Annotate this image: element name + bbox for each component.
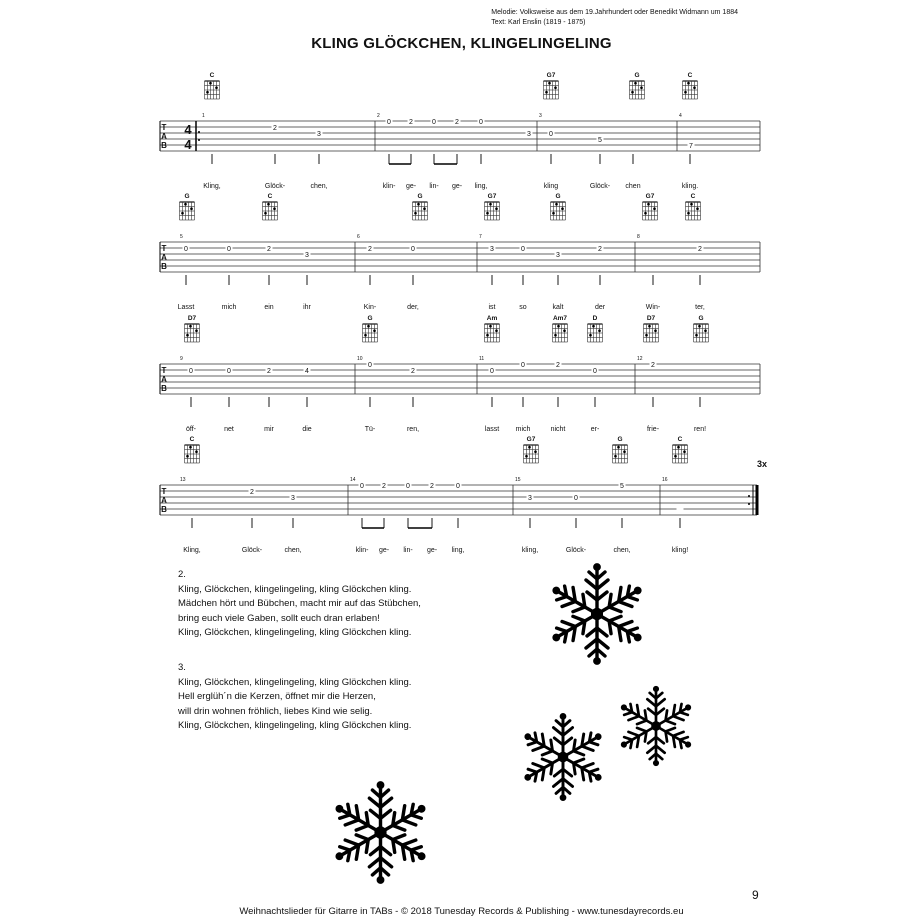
time-signature: 4 bbox=[184, 122, 192, 137]
lyric-syllable: chen, bbox=[613, 547, 631, 554]
repeat-dot bbox=[748, 495, 750, 497]
tab-number: 0 bbox=[490, 368, 494, 375]
repeat-dot bbox=[748, 503, 750, 505]
verse-3 bbox=[178, 661, 411, 734]
chord-diagram bbox=[185, 436, 200, 463]
tab-system bbox=[160, 436, 767, 554]
chord-diagram bbox=[630, 72, 645, 99]
chord-name: Am7 bbox=[552, 315, 568, 322]
lyric-syllable: mich bbox=[515, 426, 531, 433]
chord-diagram bbox=[413, 193, 428, 220]
lyric-syllable: kling bbox=[543, 183, 559, 190]
lyric-syllable: chen, bbox=[284, 547, 302, 554]
lyric-syllable: Kling, bbox=[183, 547, 201, 554]
finger-dot bbox=[215, 86, 218, 89]
lyric-syllable: öff- bbox=[186, 426, 196, 433]
finger-dot bbox=[373, 329, 376, 332]
chord-diagram bbox=[180, 193, 195, 220]
lyric-syllable: ge- bbox=[405, 183, 417, 190]
melody-credit: Melodie: Volksweise aus dem 19.Jahrhundert oder Benedikt Widmann um 1884 bbox=[491, 9, 738, 16]
lyric-syllable: Glöck- bbox=[565, 547, 587, 554]
tab-number: 2 bbox=[267, 246, 271, 253]
finger-dot bbox=[552, 212, 555, 215]
finger-dot bbox=[589, 334, 592, 337]
chord-name: C bbox=[209, 72, 215, 79]
tab-number: 3 bbox=[291, 495, 295, 502]
page-number: 9 bbox=[752, 888, 759, 902]
finger-dot bbox=[554, 86, 557, 89]
tab-number: 3 bbox=[556, 252, 560, 259]
tab-number: 3 bbox=[528, 495, 532, 502]
chord-diagram bbox=[485, 193, 500, 220]
tab-number: 2 bbox=[409, 119, 413, 126]
finger-dot bbox=[181, 212, 184, 215]
tab-clef: B bbox=[161, 505, 167, 514]
tab-number: 2 bbox=[411, 368, 415, 375]
measure-number: 9 bbox=[180, 356, 183, 362]
tab-number: 2 bbox=[368, 246, 372, 253]
measure-number: 3 bbox=[539, 113, 542, 119]
chord-name: G bbox=[617, 436, 623, 443]
finger-dot bbox=[486, 334, 489, 337]
verse-line: Mädchen hört und Bübchen, macht mir auf das Stübchen, bbox=[178, 598, 421, 609]
chord-diagram bbox=[551, 193, 566, 220]
verse-line: Kling, Glöckchen, klingelingeling, kling Glöckchen kling. bbox=[178, 583, 412, 595]
verse-line: will drin wohnen fröhlich, liebes Kind wie selig. bbox=[178, 705, 373, 717]
finger-dot bbox=[653, 207, 656, 210]
lyric-syllable: ge- bbox=[378, 547, 390, 554]
tab-number: 2 bbox=[698, 246, 702, 253]
snowflake-icon bbox=[615, 685, 697, 767]
finger-dot bbox=[554, 334, 557, 337]
tab-number: 5 bbox=[598, 137, 602, 144]
verse-2 bbox=[178, 568, 421, 641]
tab-system bbox=[160, 315, 760, 433]
chord-diagram bbox=[205, 72, 220, 99]
chord-name: Am bbox=[486, 315, 498, 322]
chord-name: G bbox=[184, 193, 190, 200]
verse-line: Hell erglüh´n die Kerzen, öffnet mir die Herzen, bbox=[178, 691, 376, 702]
chord-name: G7 bbox=[487, 193, 497, 200]
tab-number: 7 bbox=[689, 143, 693, 150]
tab-clef: B bbox=[161, 141, 167, 150]
measure-number: 15 bbox=[515, 477, 521, 483]
verse-number: 3. bbox=[178, 662, 186, 673]
tab-number: 2 bbox=[598, 246, 602, 253]
finger-dot bbox=[561, 207, 564, 210]
verse-line: Kling, Glöckchen, klingelingeling, kling Glöckchen kling. bbox=[178, 676, 412, 688]
chord-diagram bbox=[485, 315, 500, 342]
repeat-dot bbox=[198, 139, 200, 141]
finger-dot bbox=[414, 212, 417, 215]
chord-diagram bbox=[686, 193, 701, 220]
finger-dot bbox=[186, 455, 189, 458]
tab-number: 2 bbox=[250, 489, 254, 496]
chord-name: G7 bbox=[546, 72, 556, 79]
finger-dot bbox=[598, 329, 601, 332]
tab-system bbox=[160, 72, 760, 190]
finger-dot bbox=[563, 329, 566, 332]
tab-number: 0 bbox=[574, 495, 578, 502]
verse-number: 2. bbox=[178, 569, 186, 580]
tab-system bbox=[160, 193, 760, 311]
finger-dot bbox=[195, 450, 198, 453]
finger-dot bbox=[631, 91, 634, 94]
lyric-syllable: ge- bbox=[451, 183, 463, 190]
lyric-syllable: Glöck- bbox=[241, 547, 263, 554]
tab-number: 3 bbox=[527, 131, 531, 138]
lyric-syllable: ling, bbox=[451, 547, 465, 554]
tab-clef: T bbox=[161, 123, 167, 132]
lyric-syllable: Lasst bbox=[177, 304, 195, 311]
tab-number: 2 bbox=[556, 362, 560, 369]
chord-diagram bbox=[694, 315, 709, 342]
lyric-syllable: Tü- bbox=[364, 426, 376, 433]
tab-number: 3 bbox=[490, 246, 494, 253]
tab-number: 0 bbox=[387, 119, 391, 126]
finger-dot bbox=[364, 334, 367, 337]
tab-number: 3 bbox=[317, 131, 321, 138]
finger-dot bbox=[695, 334, 698, 337]
lyric-syllable: der, bbox=[407, 304, 419, 311]
lyric-syllable: ihr bbox=[303, 304, 311, 311]
verse-line: Kling, Glöckchen, klingelingeling, kling Glöckchen kling. bbox=[178, 720, 412, 731]
finger-dot bbox=[367, 325, 370, 328]
tab-number: 0 bbox=[456, 483, 460, 490]
lyric-syllable: Win- bbox=[645, 304, 661, 311]
lyric-syllable: kling! bbox=[671, 547, 689, 554]
measure-number: 4 bbox=[679, 113, 682, 119]
tab-clef: T bbox=[161, 487, 167, 496]
lyric-syllable: chen bbox=[625, 183, 641, 190]
finger-dot bbox=[525, 455, 528, 458]
tab-clef: A bbox=[161, 253, 167, 262]
snowflake-icon bbox=[518, 712, 608, 802]
finger-dot bbox=[645, 334, 648, 337]
tab-clef: A bbox=[161, 132, 167, 141]
chord-diagram bbox=[673, 436, 688, 463]
tab-number: 0 bbox=[593, 368, 597, 375]
chord-name: G bbox=[634, 72, 640, 79]
tab-clef: B bbox=[161, 262, 167, 271]
measure-number: 8 bbox=[637, 234, 640, 240]
finger-dot bbox=[617, 446, 620, 449]
finger-dot bbox=[186, 334, 189, 337]
tab-number: 0 bbox=[521, 362, 525, 369]
finger-dot bbox=[614, 455, 617, 458]
finger-dot bbox=[189, 325, 192, 328]
tab-clef: T bbox=[161, 244, 167, 253]
finger-dot bbox=[195, 329, 198, 332]
finger-dot bbox=[548, 82, 551, 85]
lyric-syllable: Kin- bbox=[363, 304, 377, 311]
lyric-syllable: er- bbox=[590, 426, 600, 433]
finger-dot bbox=[557, 325, 560, 328]
finger-dot bbox=[683, 450, 686, 453]
lyric-syllable: ren, bbox=[406, 426, 420, 433]
finger-dot bbox=[495, 329, 498, 332]
finger-dot bbox=[555, 203, 558, 206]
chord-name: G bbox=[367, 315, 373, 322]
finger-dot bbox=[489, 325, 492, 328]
finger-dot bbox=[623, 450, 626, 453]
finger-dot bbox=[634, 82, 637, 85]
chord-name: G bbox=[698, 315, 704, 322]
lyric-syllable: net bbox=[224, 426, 234, 433]
finger-dot bbox=[644, 212, 647, 215]
lyric-syllable: ren! bbox=[693, 426, 707, 433]
lyric-syllable: ist bbox=[488, 304, 496, 311]
finger-dot bbox=[273, 207, 276, 210]
finger-dot bbox=[640, 86, 643, 89]
tab-clef: B bbox=[161, 384, 167, 393]
tab-clef: A bbox=[161, 375, 167, 384]
tab-number: 0 bbox=[227, 368, 231, 375]
lyric-syllable: nicht bbox=[550, 426, 566, 433]
lyric-syllable: so bbox=[519, 304, 527, 311]
finger-dot bbox=[209, 82, 212, 85]
chord-name: C bbox=[687, 72, 693, 79]
lyric-syllable: Glöck- bbox=[589, 183, 611, 190]
tab-number-bg bbox=[677, 506, 684, 513]
lyric-syllable: chen, bbox=[310, 183, 328, 190]
chord-diagram bbox=[185, 315, 200, 342]
tab-number: 5 bbox=[620, 483, 624, 490]
chord-name: C bbox=[267, 193, 273, 200]
chord-diagram bbox=[263, 193, 278, 220]
finger-dot bbox=[495, 207, 498, 210]
tab-number: 2 bbox=[455, 119, 459, 126]
measure-number: 6 bbox=[357, 234, 360, 240]
lyric-syllable: Kling, bbox=[203, 183, 221, 190]
snowflake-icon bbox=[545, 562, 649, 666]
chord-name: G bbox=[555, 193, 561, 200]
song-title: KLING GLÖCKCHEN, KLINGELINGELING bbox=[311, 35, 612, 52]
lyric-syllable: kling, bbox=[521, 547, 539, 554]
tab-number: 2 bbox=[382, 483, 386, 490]
chord-name: C bbox=[189, 436, 195, 443]
chord-diagram bbox=[553, 315, 568, 342]
measure-number: 12 bbox=[637, 356, 643, 362]
finger-dot bbox=[190, 207, 193, 210]
chord-name: G7 bbox=[526, 436, 536, 443]
lyric-syllable: ter, bbox=[695, 304, 705, 311]
tab-number: 2 bbox=[430, 483, 434, 490]
measure-number: 1 bbox=[202, 113, 205, 119]
lyric-syllable: frie- bbox=[646, 426, 660, 433]
finger-dot bbox=[528, 446, 531, 449]
finger-dot bbox=[687, 212, 690, 215]
tab-clef: A bbox=[161, 496, 167, 505]
finger-dot bbox=[687, 82, 690, 85]
tab-number: 0 bbox=[184, 246, 188, 253]
finger-dot bbox=[647, 203, 650, 206]
finger-dot bbox=[545, 91, 548, 94]
chord-name: G7 bbox=[645, 193, 655, 200]
tab-number: 0 bbox=[411, 246, 415, 253]
tab-number: 0 bbox=[406, 483, 410, 490]
measure-number: 5 bbox=[180, 234, 183, 240]
time-signature: 4 bbox=[184, 137, 192, 152]
finger-dot bbox=[674, 455, 677, 458]
measure-number: 11 bbox=[479, 356, 485, 362]
tab-clef: T bbox=[161, 366, 167, 375]
tab-number: 2 bbox=[651, 362, 655, 369]
chord-diagram bbox=[613, 436, 628, 463]
tab-number: 0 bbox=[479, 119, 483, 126]
lyric-syllable: kling. bbox=[681, 183, 699, 190]
lyric-syllable: lin- bbox=[403, 547, 413, 554]
measure-number: 16 bbox=[662, 477, 668, 483]
lyric-syllable: kalt bbox=[552, 304, 564, 311]
finger-dot bbox=[489, 203, 492, 206]
finger-dot bbox=[698, 325, 701, 328]
repeat-dot bbox=[198, 131, 200, 133]
chord-name: D7 bbox=[187, 315, 197, 322]
lyric-syllable: ling, bbox=[474, 183, 488, 190]
lyric-syllable: mich bbox=[221, 304, 237, 311]
repeat-count: 3x bbox=[756, 459, 768, 469]
verse-line: Kling, Glöckchen, klingelingeling, kling Glöckchen kling. bbox=[178, 627, 412, 638]
finger-dot bbox=[648, 325, 651, 328]
lyric-syllable: klin- bbox=[382, 183, 396, 190]
snowflake-icon bbox=[328, 780, 433, 885]
chord-diagram bbox=[363, 315, 378, 342]
chord-diagram bbox=[588, 315, 603, 342]
chord-name: D7 bbox=[646, 315, 656, 322]
lyric-syllable: mir bbox=[264, 426, 274, 433]
chord-diagram bbox=[643, 193, 658, 220]
lyric-syllable: lin- bbox=[429, 183, 439, 190]
lyric-syllable: lasst bbox=[484, 426, 500, 433]
finger-dot bbox=[264, 212, 267, 215]
lyric-syllable: die bbox=[302, 426, 312, 433]
tab-number: 0 bbox=[189, 368, 193, 375]
page-footer: Weihnachtslieder für Gitarre in TABs - © 2018 Tunesday Records & Publishing - www.tunesdayrecords.eu bbox=[239, 906, 684, 917]
measure-number: 7 bbox=[479, 234, 482, 240]
tab-number: 0 bbox=[432, 119, 436, 126]
tab-number: 0 bbox=[521, 246, 525, 253]
finger-dot bbox=[534, 450, 537, 453]
lyric-syllable: ein bbox=[264, 304, 274, 311]
finger-dot bbox=[189, 446, 192, 449]
finger-dot bbox=[654, 329, 657, 332]
finger-dot bbox=[684, 91, 687, 94]
lyrics-credit: Text: Karl Enslin (1819 - 1875) bbox=[491, 19, 586, 26]
measure-number: 14 bbox=[350, 477, 356, 483]
measure-number: 13 bbox=[180, 477, 186, 483]
chord-name: D bbox=[592, 315, 598, 322]
tab-number: 0 bbox=[549, 131, 553, 138]
tab-number: 4 bbox=[305, 368, 309, 375]
finger-dot bbox=[696, 207, 699, 210]
measure-number: 10 bbox=[357, 356, 363, 362]
finger-dot bbox=[184, 203, 187, 206]
verse-line: bring euch viele Gaben, sollt euch dran erlaben! bbox=[178, 612, 380, 624]
tab-number: 2 bbox=[267, 368, 271, 375]
finger-dot bbox=[206, 91, 209, 94]
chord-diagram bbox=[544, 72, 559, 99]
chord-name: C bbox=[690, 193, 696, 200]
chord-name: G bbox=[417, 193, 423, 200]
chord-diagram bbox=[524, 436, 539, 463]
finger-dot bbox=[486, 212, 489, 215]
chord-diagram bbox=[644, 315, 659, 342]
finger-dot bbox=[677, 446, 680, 449]
lyric-syllable: Glöck- bbox=[264, 183, 286, 190]
finger-dot bbox=[417, 203, 420, 206]
lyric-syllable: klin- bbox=[355, 547, 369, 554]
tab-number: 2 bbox=[273, 125, 277, 132]
chord-diagram bbox=[683, 72, 698, 99]
lyric-syllable: der bbox=[594, 304, 606, 311]
chord-name: C bbox=[677, 436, 683, 443]
tab-number: 3 bbox=[305, 252, 309, 259]
finger-dot bbox=[693, 86, 696, 89]
measure-number: 2 bbox=[377, 113, 380, 119]
finger-dot bbox=[423, 207, 426, 210]
tab-number: 0 bbox=[360, 483, 364, 490]
finger-dot bbox=[592, 325, 595, 328]
lyric-syllable: ge- bbox=[426, 547, 438, 554]
tab-number: 0 bbox=[227, 246, 231, 253]
finger-dot bbox=[267, 203, 270, 206]
finger-dot bbox=[690, 203, 693, 206]
tab-number: 0 bbox=[368, 362, 372, 369]
finger-dot bbox=[704, 329, 707, 332]
